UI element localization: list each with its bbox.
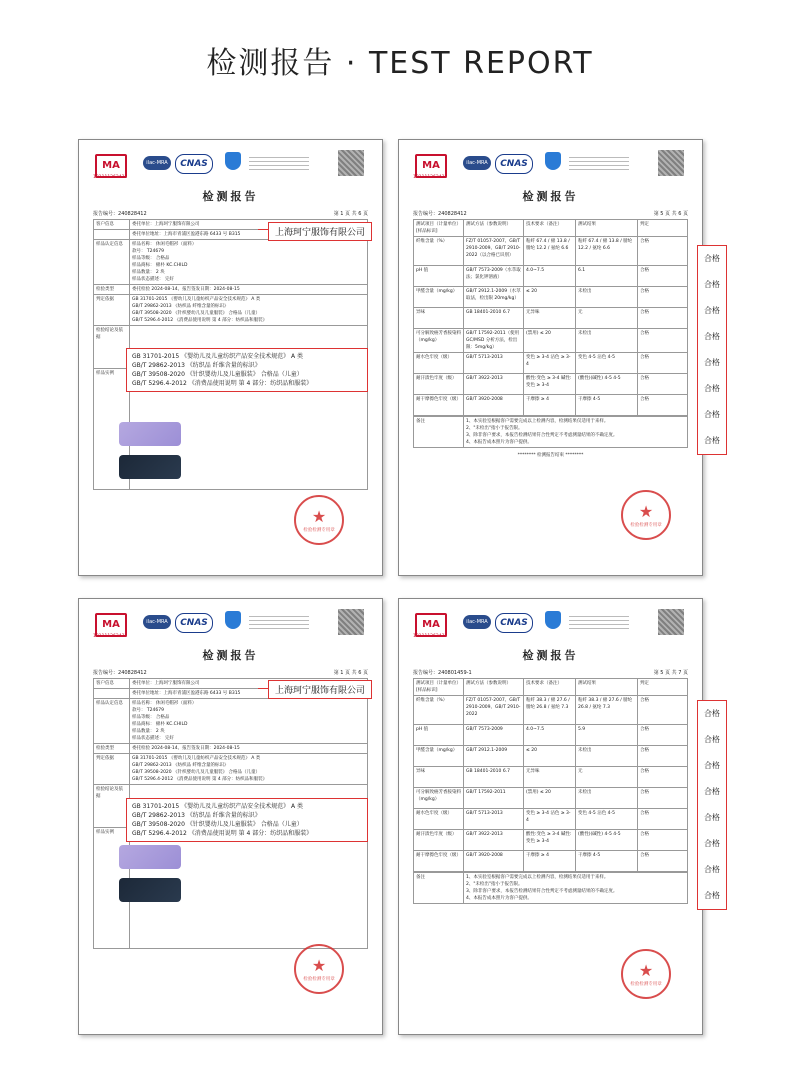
inspection-stamp: ★ 检验检测专用章: [621, 949, 671, 999]
cma-logo: MA: [95, 613, 127, 637]
cma-number: 181111262432: [93, 634, 128, 639]
result-item: pH 值: [414, 725, 464, 746]
cma-number: 181111262432: [413, 634, 448, 639]
pass-label: 合格: [704, 813, 720, 822]
pass-label: 合格: [704, 865, 720, 874]
result-pass: 合格: [638, 725, 688, 746]
shield-icon: [545, 611, 561, 629]
result-pass: 合格: [638, 374, 688, 395]
result-row: [414, 725, 688, 746]
report-page-5-b: [398, 598, 703, 1035]
result-method: GB/T 2912.1-2009（水萃取法，检出限 20mg/kg）: [464, 287, 524, 308]
pass-callout-column-b: [697, 700, 727, 910]
result-row: [414, 809, 688, 830]
result-result: 未检出: [576, 287, 638, 308]
result-req: ≤ 20: [524, 746, 576, 767]
result-pass: 合格: [638, 696, 688, 725]
shield-icon: [225, 611, 241, 629]
qr-code-icon: [338, 609, 364, 635]
inspection-stamp: ★ 检验检测专用章: [621, 490, 671, 540]
result-method: GB/T 7573-2009（水萃取法；氯化钾溶液）: [464, 266, 524, 287]
result-item: 甲醛含量（mg/kg）: [414, 746, 464, 767]
result-req: ≤ 20: [524, 287, 576, 308]
lab-contact-lines: [569, 613, 629, 635]
report-number: 240828412: [118, 211, 147, 217]
page-number: 第 1 页 共 6 页: [333, 670, 368, 676]
sample-photo-navy: [119, 455, 181, 479]
client-name-callout: 上海珂宁服饰有限公司: [268, 680, 372, 699]
result-result: 变色 4-5 沾色 4-5: [576, 809, 638, 830]
page-title: 检测报告 · TEST REPORT: [206, 46, 594, 81]
result-pass: 合格: [638, 308, 688, 329]
logo-row: [93, 150, 368, 180]
shield-icon: [225, 152, 241, 170]
result-method: GB/T 3920-2008: [464, 395, 524, 416]
pass-label: 合格: [704, 787, 720, 796]
result-row: [414, 266, 688, 287]
pass-label: 合格: [704, 839, 720, 848]
callout-pointer: [258, 688, 268, 689]
result-method: FZ/T 01057-2007、GB/T 2910-2009、GB/T 2910-2022: [464, 696, 524, 725]
cma-number: 181111262432: [413, 175, 448, 180]
remarks-table: 备注 1、本实验室根据客户需要完成以上检测内容，检测结果仅适用于来样。 2、"未检出"指小于报告限。 3、除非客户要求，本报告检测结果符合性判定不考虑测量结果的不确定度。 4、本报告成本照片为客户提供。: [413, 416, 688, 448]
cma-logo: MA: [415, 613, 447, 637]
logo-row: [413, 609, 688, 639]
report-title: 检测报告: [522, 190, 579, 203]
result-item: 可分解致癌芳香胺染料（mg/kg）: [414, 788, 464, 809]
result-pass: 合格: [638, 266, 688, 287]
result-pass: 合格: [638, 353, 688, 374]
pass-callout-column-a: [697, 245, 727, 455]
result-method: GB/T 3922-2013: [464, 830, 524, 851]
result-result: (酸性)(碱性) 4-5 4-5: [576, 374, 638, 395]
report-end: ******** 检测报告结束 ********: [517, 453, 584, 458]
result-method: GB/T 5713-2013: [464, 809, 524, 830]
shield-icon: [545, 152, 561, 170]
ilac-logo: ilac-MRA: [143, 156, 171, 170]
result-method: GB/T 7573-2009: [464, 725, 524, 746]
result-req: 酸性:变色 ≥ 3-4 碱性:变色 ≥ 3-4: [524, 830, 576, 851]
result-pass: 合格: [638, 767, 688, 788]
result-item: 异味: [414, 308, 464, 329]
result-result: 无: [576, 308, 638, 329]
report-number: 240828412: [438, 211, 467, 217]
pass-label: 合格: [704, 709, 720, 718]
pass-label: 合格: [704, 891, 720, 900]
result-req: 无异味: [524, 767, 576, 788]
cnas-logo: CNAS: [175, 154, 213, 174]
result-pass: 合格: [638, 788, 688, 809]
report-meta: 报告编号：240801459-1 第 5 页 共 7 页: [413, 670, 688, 676]
inspection-stamp: ★ 检验检测专用章: [294, 944, 344, 994]
page-number: 第 1 页 共 6 页: [333, 211, 368, 217]
result-pass: 合格: [638, 809, 688, 830]
report-number: 240801459-1: [438, 670, 472, 676]
standards-callout: GB 31701-2015 《婴幼儿及儿童纺织产品安全技术规范》 A 类 GB/T 29862-2013 《纺织品 纤维含量的标识》 GB/T 39508-2020 《针织婴幼儿及儿童服装》 合格品（儿童） GB/T 5296.4-2012 《消费品使用说明 第 4 部分：纺织品和服装》: [126, 348, 368, 392]
result-pass: 合格: [638, 395, 688, 416]
cma-logo: MA: [415, 154, 447, 178]
standards-callout: GB 31701-2015 《婴幼儿及儿童纺织产品安全技术规范》 A 类 GB/T 29862-2013 《纺织品 纤维含量的标识》 GB/T 39508-2020 《针织婴幼儿及儿童服装》 合格品（儿童） GB/T 5296.4-2012 《消费品使用说明 第 4 部分：纺织品和服装》: [126, 798, 368, 842]
pass-label: 合格: [704, 254, 720, 263]
result-item: 纤维含量（%）: [414, 237, 464, 266]
qr-code-icon: [338, 150, 364, 176]
callout-pointer: [258, 229, 268, 230]
result-pass: 合格: [638, 830, 688, 851]
result-row: [414, 308, 688, 329]
pass-label: 合格: [704, 306, 720, 315]
result-pass: 合格: [638, 237, 688, 266]
result-row: [414, 696, 688, 725]
result-result: 无: [576, 767, 638, 788]
sample-photo-purple: [119, 845, 181, 869]
result-row: [414, 851, 688, 872]
qr-code-icon: [658, 150, 684, 176]
pass-label: 合格: [704, 436, 720, 445]
pass-label: 合格: [704, 410, 720, 419]
result-req: (禁用) ≤ 20: [524, 329, 576, 353]
qr-code-icon: [658, 609, 684, 635]
sample-photo-navy: [119, 878, 181, 902]
result-pass: 合格: [638, 287, 688, 308]
page-number: 第 5 页 共 6 页: [653, 211, 688, 217]
result-result: 粘纤 67.4 / 棉 13.8 / 腈纶 12.2 / 氨纶 6.6: [576, 237, 638, 266]
result-item: 可分解致癌芳香胺染料（mg/kg）: [414, 329, 464, 353]
result-item: 耐干摩擦色牢度（级）: [414, 395, 464, 416]
result-method: GB/T 3920-2008: [464, 851, 524, 872]
result-item: 纤维含量（%）: [414, 696, 464, 725]
client-name-callout: 上海珂宁服饰有限公司: [268, 222, 372, 241]
result-req: 4.0~7.5: [524, 725, 576, 746]
result-req: 干摩擦 ≥ 4: [524, 851, 576, 872]
result-item: 耐水色牢度（级）: [414, 353, 464, 374]
result-pass: 合格: [638, 746, 688, 767]
ilac-logo: ilac-MRA: [463, 615, 491, 629]
result-req: 干摩擦 ≥ 4: [524, 395, 576, 416]
remarks-table: 备注 1、本实验室根据客户需要完成以上检测内容，检测结果仅适用于来样。 2、"未检出"指小于报告限。 3、除非客户要求，本报告检测结果符合性判定不考虑测量结果的不确定度。 4、本报告成本照片为客户提供。: [413, 872, 688, 904]
result-result: 粘纤 38.3 / 棉 27.6 / 腈纶 26.8 / 氨纶 7.3: [576, 696, 638, 725]
result-result: 变色 4-5 沾色 4-5: [576, 353, 638, 374]
result-result: 6.1: [576, 266, 638, 287]
lab-contact-lines: [249, 154, 309, 176]
cma-number: 181111262432: [93, 175, 128, 180]
report-number: 240828412: [118, 670, 147, 676]
result-method: GB/T 17592-2011: [464, 788, 524, 809]
inspection-stamp: ★ 检验检测专用章: [294, 495, 344, 545]
cma-logo: MA: [95, 154, 127, 178]
result-item: 耐干摩擦色牢度（级）: [414, 851, 464, 872]
result-row: [414, 395, 688, 416]
result-row: [414, 329, 688, 353]
report-meta: 报告编号：240828412 第 5 页 共 6 页: [413, 211, 688, 217]
result-row: [414, 374, 688, 395]
pass-label: 合格: [704, 332, 720, 341]
result-method: GB 18401-2010 6.7: [464, 308, 524, 329]
cnas-logo: CNAS: [495, 154, 533, 174]
report-title: 检测报告: [202, 190, 259, 203]
result-item: pH 值: [414, 266, 464, 287]
ilac-logo: ilac-MRA: [463, 156, 491, 170]
result-row: [414, 830, 688, 851]
result-req: 变色 ≥ 3-4 沾色 ≥ 3-4: [524, 353, 576, 374]
result-result: (酸性)(碱性) 4-5 4-5: [576, 830, 638, 851]
result-item: 耐汗渍色牢度（级）: [414, 374, 464, 395]
result-row: [414, 767, 688, 788]
result-method: GB/T 3922-2013: [464, 374, 524, 395]
result-method: FZ/T 01057-2007、GB/T 2910-2009、GB/T 2910-2022（以合格已识别）: [464, 237, 524, 266]
results-table: 测试项目（计量单位）[样品标识] 测试方法（参数说明） 技术要求（备注） 测试结果 判定 纤维含量（%） FZ/T 01057-2007、GB/T 2910-2009、GB/T 2910-2022 粘纤 38.3 / 棉 27.6 / 腈纶 26.8 / 氨纶 7.3 粘纤 38.3 / 棉 27.6 / 腈纶 26.8 / 氨纶 7.3 合格 pH 值 GB/T 7573-2009 4.0~7.5 5.9 合格 甲醛含量（mg/kg） GB/T 2912.1-2009 ≤ 20 未检出 合格 异味 GB 18401-2010 6.7 无异味 无 合格 可分解致癌芳香胺染料（mg/kg） GB/T 17592-2011 (禁用) ≤ 20 未检出 合格 耐水色牢度（级） GB/T 5713-2013 变色 ≥ 3-4 沾色 ≥ 3-4 变色 4-5 沾色 4-5 合格 耐汗渍色牢度（级） GB/T 3922-2013 酸性:变色 ≥ 3-4 碱性:变色 ≥ 3-4 (酸性)(碱性) 4-5 4-5 合格 耐干摩擦色牢度（级） GB/T 3920-2008 干摩擦 ≥ 4 干摩擦 4-5 合格: [413, 678, 688, 872]
result-row: [414, 287, 688, 308]
cnas-logo: CNAS: [495, 613, 533, 633]
result-result: 未检出: [576, 788, 638, 809]
logo-row: [413, 150, 688, 180]
result-req: 变色 ≥ 3-4 沾色 ≥ 3-4: [524, 809, 576, 830]
lab-contact-lines: [569, 154, 629, 176]
pass-label: 合格: [704, 280, 720, 289]
result-result: 干摩擦 4-5: [576, 851, 638, 872]
client-table: 客户信息 委托单位：上海珂宁服饰有限公司 委托单位地址：上海市青浦区盈港东路 6433 号 B315 样品认定信息 样品名称： 休闲毛帽衫（面料） 款号： T24679 样品等级： 合格品 样品商标： 棉朴 KC.CHILD 样品数量： 2 块 样品状态描述： 完好 检验类型 委托检验 2024-08-14、报告签发日期：2024-08-15 判定依据 GB 31701-2015 《婴幼儿及儿童纺织产品安全技术规范》 A 类 GB/T 29862-2013 《纺织品 纤维含量的标识》 GB/T 39508-2020 《针织婴幼儿及儿童服装》 合格品（儿童） GB/T 5296.4-2012 《消费品使用说明 第 4 部分：纺织品和服装》 检验结论及依据 样品实例: [93, 219, 368, 490]
logo-row: [93, 609, 368, 639]
pass-label: 合格: [704, 761, 720, 770]
report-title: 检测报告: [202, 649, 259, 662]
result-method: GB/T 5713-2013: [464, 353, 524, 374]
report-meta: 报告编号：240828412 第 1 页 共 6 页: [93, 211, 368, 217]
report-meta: 报告编号：240828412 第 1 页 共 6 页: [93, 670, 368, 676]
result-item: 甲醛含量（mg/kg）: [414, 287, 464, 308]
sample-photo-purple: [119, 422, 181, 446]
pass-label: 合格: [704, 384, 720, 393]
result-req: 粘纤 67.4 / 棉 13.8 / 腈纶 12.2 / 氨纶 6.6: [524, 237, 576, 266]
report-page-5: [398, 139, 703, 576]
result-item: 耐水色牢度（级）: [414, 809, 464, 830]
result-req: (禁用) ≤ 20: [524, 788, 576, 809]
pass-label: 合格: [704, 358, 720, 367]
result-row: [414, 746, 688, 767]
result-req: 粘纤 38.3 / 棉 27.6 / 腈纶 26.8 / 氨纶 7.3: [524, 696, 576, 725]
result-result: 未检出: [576, 746, 638, 767]
cnas-logo: CNAS: [175, 613, 213, 633]
result-item: 异味: [414, 767, 464, 788]
lab-contact-lines: [249, 613, 309, 635]
result-result: 5.9: [576, 725, 638, 746]
result-method: GB 18401-2010 6.7: [464, 767, 524, 788]
result-item: 耐汗渍色牢度（级）: [414, 830, 464, 851]
pass-label: 合格: [704, 735, 720, 744]
page-number: 第 5 页 共 7 页: [653, 670, 688, 676]
result-req: 4.0~7.5: [524, 266, 576, 287]
result-row: [414, 788, 688, 809]
result-req: 酸性:变色 ≥ 3-4 碱性:变色 ≥ 3-4: [524, 374, 576, 395]
results-table: 测试项目（计量单位）[样品标识] 测试方法（参数说明） 技术要求（备注） 测试结果 判定 纤维含量（%） FZ/T 01057-2007、GB/T 2910-2009、GB/T 2910-2022（以合格已识别） 粘纤 67.4 / 棉 13.8 / 腈纶 12.2 / 氨纶 6.6 粘纤 67.4 / 棉 13.8 / 腈纶 12.2 / 氨纶 6.6 合格 pH 值 GB/T 7573-2009（水萃取法；氯化钾溶液） 4.0~7.5 6.1 合格 甲醛含量（mg/kg） GB/T 2912.1-2009（水萃取法，检出限 20mg/kg） ≤ 20 未检出 合格 异味 GB 18401-2010 6.7 无异味 无 合格 可分解致癌芳香胺染料（mg/kg） GB/T 17592-2011（使用 GC/MSD 分析方法，检出限：5mg/kg） (禁用) ≤ 20 未检出 合格 耐水色牢度（级） GB/T 5713-2013 变色 ≥ 3-4 沾色 ≥ 3-4 变色 4-5 沾色 4-5 合格 耐汗渍色牢度（级） GB/T 3922-2013 酸性:变色 ≥ 3-4 碱性:变色 ≥ 3-4 (酸性)(碱性) 4-5 4-5 合格 耐干摩擦色牢度（级） GB/T 3920-2008 干摩擦 ≥ 4 干摩擦 4-5 合格: [413, 219, 688, 416]
result-result: 干摩擦 4-5: [576, 395, 638, 416]
client-table: 客户信息 委托单位：上海珂宁服饰有限公司 委托单位地址：上海市青浦区盈港东路 6433 号 B315 样品认定信息 样品名称： 休闲毛帽衫（面料） 款号： T24679 样品等级： 合格品 样品商标： 棉朴 KC.CHILD 样品数量： 2 块 样品状态描述： 完好 检验类型 委托检验 2024-08-14、报告签发日期：2024-08-15 判定依据 GB 31701-2015 《婴幼儿及儿童纺织产品安全技术规范》 A 类 GB/T 29862-2013 《纺织品 纤维含量的标识》 GB/T 39508-2020 《针织婴幼儿及儿童服装》 合格品（儿童） GB/T 5296.4-2012 《消费品使用说明 第 4 部分：纺织品和服装》 检验结论及依据 样品实例: [93, 678, 368, 949]
result-req: 无异味: [524, 308, 576, 329]
report-title: 检测报告: [522, 649, 579, 662]
result-pass: 合格: [638, 851, 688, 872]
result-method: GB/T 17592-2011（使用 GC/MSD 分析方法，检出限：5mg/kg）: [464, 329, 524, 353]
result-method: GB/T 2912.1-2009: [464, 746, 524, 767]
result-pass: 合格: [638, 329, 688, 353]
result-result: 未检出: [576, 329, 638, 353]
result-row: [414, 353, 688, 374]
result-row: [414, 237, 688, 266]
ilac-logo: ilac-MRA: [143, 615, 171, 629]
